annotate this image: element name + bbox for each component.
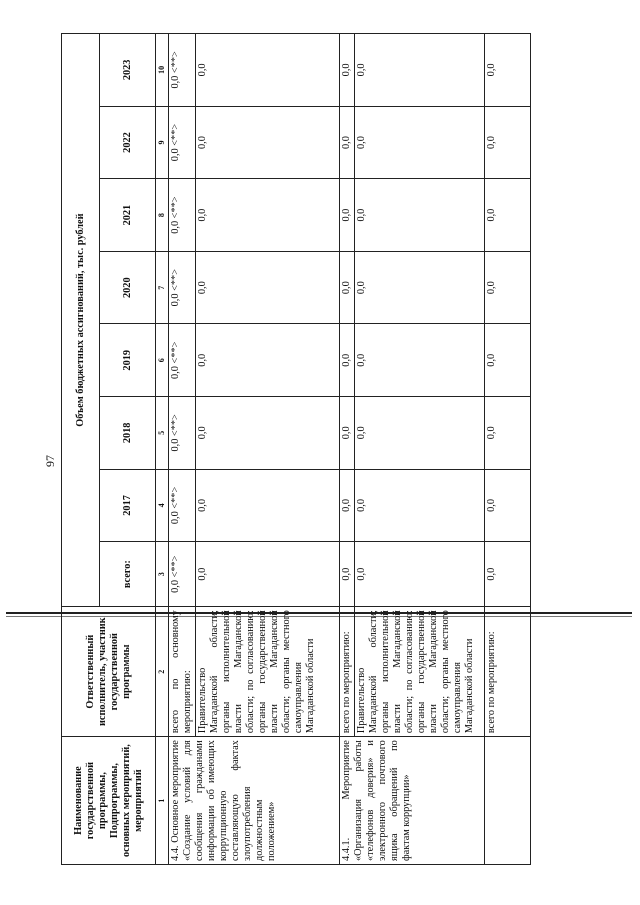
header-year: 2019 <box>100 324 156 397</box>
header-name: Наименование государственной программы, Подпрограммы, основных мероприятий, мероприятий <box>62 737 156 865</box>
value-cell: 0,0 <box>355 469 485 542</box>
value-cell: 0,0 <**> <box>169 34 196 107</box>
value-cell: 0,0 <box>340 179 355 252</box>
header-year: 2018 <box>100 397 156 470</box>
value-cell: 0,0 <box>355 397 485 470</box>
value-cell: 0,0 <box>340 251 355 324</box>
value-cell: 0,0 <box>196 542 340 607</box>
value-cell: 0,0 <box>485 179 531 252</box>
activity-name: 4.4.1. Мероприятие «Организация работы «телефонов доверия» и электронного почтового ящика обращений по фактам коррупции» <box>340 737 485 865</box>
header-year: 2020 <box>100 251 156 324</box>
table-row <box>485 34 531 865</box>
value-cell: 0,0 <box>340 542 355 607</box>
value-cell: 0,0 <**> <box>169 251 196 324</box>
value-cell: 0,0 <box>196 324 340 397</box>
value-cell: 0,0 <box>485 251 531 324</box>
value-cell: 0,0 <box>485 34 531 107</box>
value-cell: 0,0 <**> <box>169 324 196 397</box>
value-cell: 0,0 <box>485 397 531 470</box>
value-cell: 0,0 <box>340 397 355 470</box>
value-cell: 0,0 <box>355 34 485 107</box>
page-number: 97 <box>43 455 57 467</box>
value-cell: 0,0 <**> <box>169 106 196 179</box>
value-cell: 0,0 <box>340 106 355 179</box>
value-cell: 0,0 <box>485 106 531 179</box>
value-cell: 0,0 <box>340 324 355 397</box>
value-cell: 0,0 <box>196 106 340 179</box>
header-year: 2022 <box>100 106 156 179</box>
value-cell: 0,0 <**> <box>169 179 196 252</box>
executor-cell: всего по мероприятию: <box>340 607 355 737</box>
value-cell: 0,0 <box>485 469 531 542</box>
header-budget: Объем бюджетных ассигнований, тыс. рублей <box>62 34 100 607</box>
budget-table <box>61 33 531 865</box>
executor-cell: всего по мероприятию: <box>485 607 531 737</box>
rotated-table-page <box>43 33 531 865</box>
header-year: 2017 <box>100 469 156 542</box>
column-number: 4 <box>156 469 169 542</box>
value-cell: 0,0 <box>355 251 485 324</box>
header-executor: Ответственный исполнитель, участник государственной программы <box>62 607 156 737</box>
column-number: 6 <box>156 324 169 397</box>
column-number: 5 <box>156 397 169 470</box>
executor-cell: всего по основному мероприятию: <box>169 607 196 737</box>
column-number: 10 <box>156 34 169 107</box>
executor-cell: Правительство Магаданской области; органы исполнительной власти Магаданской области; по согласованию: органы государственной власти Магаданской области; органы местного самоуправления Магаданской области <box>355 607 485 737</box>
value-cell: 0,0 <box>196 34 340 107</box>
value-cell: 0,0 <box>340 469 355 542</box>
column-number: 3 <box>156 542 169 607</box>
executor-cell: Правительство Магаданской области; органы исполнительной власти Магаданской области; по согласованию: органы государственной власти Магаданской области; органы местного самоуправления Магаданской области <box>196 607 340 737</box>
header-year: 2023 <box>100 34 156 107</box>
value-cell: 0,0 <box>355 106 485 179</box>
activity-name: 4.4. Основное мероприятие «Создание условий для сообщения гражданами информации об имеющих коррупционную составляющую фактах злоупотребления должностным положением» <box>169 737 340 865</box>
table-row <box>169 34 196 865</box>
value-cell: 0,0 <box>196 397 340 470</box>
header-year: 2021 <box>100 179 156 252</box>
header-total: всего: <box>100 542 156 607</box>
value-cell: 0,0 <**> <box>169 469 196 542</box>
value-cell: 0,0 <box>196 179 340 252</box>
value-cell: 0,0 <box>355 542 485 607</box>
value-cell: 0,0 <**> <box>169 542 196 607</box>
value-cell: 0,0 <**> <box>169 397 196 470</box>
value-cell: 0,0 <box>485 542 531 607</box>
value-cell: 0,0 <box>355 179 485 252</box>
column-number: 7 <box>156 251 169 324</box>
value-cell: 0,0 <box>340 34 355 107</box>
value-cell: 0,0 <box>355 324 485 397</box>
table-row <box>340 34 355 865</box>
column-number: 9 <box>156 106 169 179</box>
empty-name-cell <box>485 737 531 865</box>
value-cell: 0,0 <box>196 251 340 324</box>
column-number: 8 <box>156 179 169 252</box>
value-cell: 0,0 <box>485 324 531 397</box>
value-cell: 0,0 <box>196 469 340 542</box>
column-number: 1 <box>156 737 169 865</box>
column-number: 2 <box>156 607 169 737</box>
